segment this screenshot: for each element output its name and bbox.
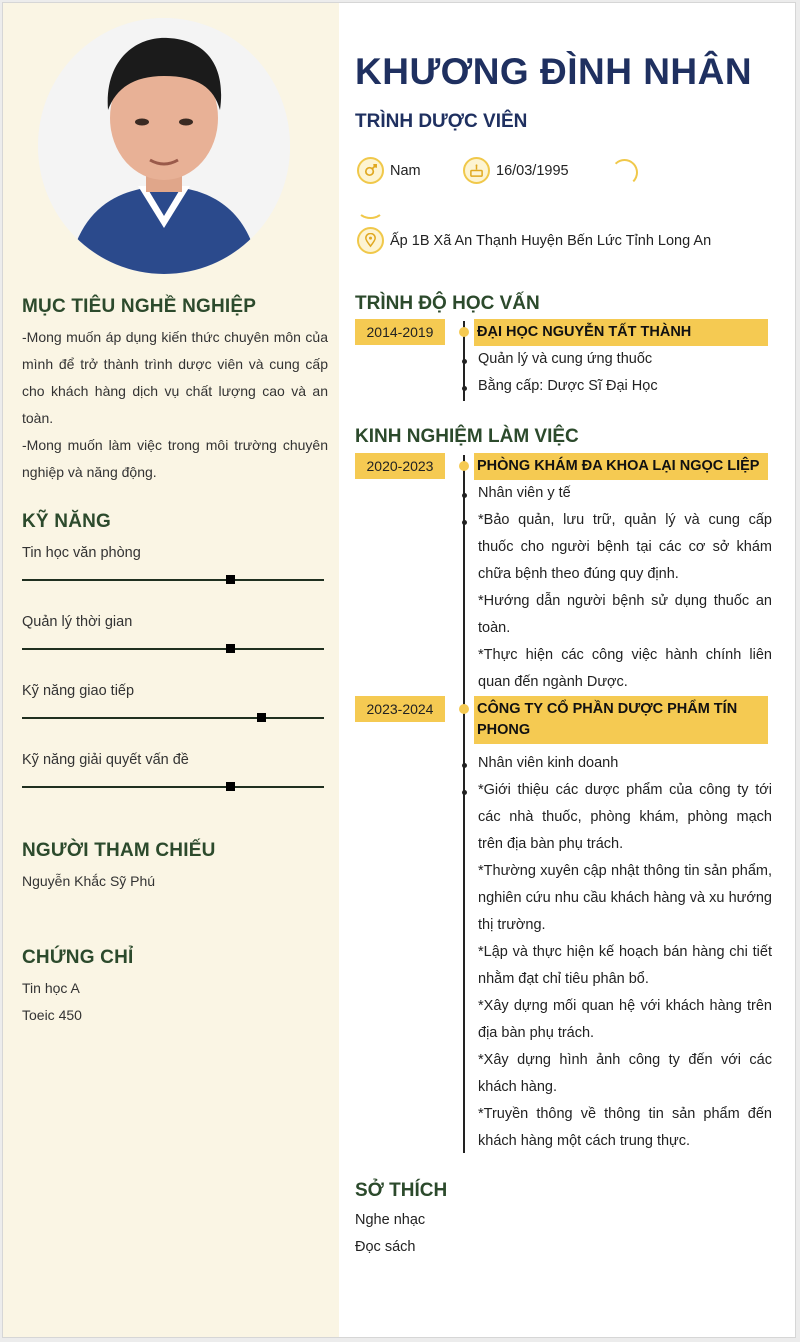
- skill-level-marker: [257, 713, 266, 722]
- skill-bar: [22, 786, 324, 788]
- skill-item: [22, 614, 324, 674]
- job-title: TRÌNH DƯỢC VIÊN: [355, 111, 528, 132]
- address-info: [357, 227, 711, 254]
- gender-info: [357, 157, 421, 184]
- skill-level-marker: [226, 644, 235, 653]
- experience-line: *Thường xuyên cập nhật thông tin sản phẩm, nghiên cứu nhu cầu khách hàng và xu hướng thị trường.: [478, 863, 772, 933]
- address-value: Ấp 1B Xã An Thạnh Huyện Bến Lức Tỉnh Long An: [390, 232, 712, 249]
- experience-timeline: [463, 455, 465, 1153]
- skill-bar: [22, 717, 324, 719]
- skill-item: [22, 683, 324, 743]
- experience-role: Nhân viên kinh doanh: [478, 755, 619, 771]
- skill-bar: [22, 648, 324, 650]
- education-line: Bằng cấp: Dược Sĩ Đại Học: [478, 378, 658, 394]
- experience-line: *Xây dựng hình ảnh công ty đến với các khách hàng.: [478, 1052, 772, 1095]
- skill-label: Kỹ năng giải quyết vấn đề: [22, 752, 189, 768]
- partial-ring-icon: [357, 199, 384, 219]
- hobbies-title: SỞ THÍCH: [355, 1180, 448, 1201]
- certificates-section: [22, 947, 328, 1029]
- experience-years: 2020-2023: [355, 453, 445, 479]
- references-title: NGƯỜI THAM CHIẾU: [22, 840, 216, 861]
- main-content: [339, 3, 795, 1337]
- timeline-bullet: [462, 520, 467, 525]
- hobby-item: Nghe nhạc: [355, 1212, 426, 1228]
- experience-title: KINH NGHIỆM LÀM VIỆC: [355, 426, 579, 447]
- timeline-bullet: [462, 386, 467, 391]
- cv-page: [2, 2, 796, 1338]
- skills-section: [22, 511, 328, 533]
- experience-line: *Hướng dẫn người bệnh sử dụng thuốc an toàn.: [478, 593, 772, 636]
- timeline-bullet: [462, 359, 467, 364]
- candidate-name: KHƯƠNG ĐÌNH NHÂN: [355, 51, 753, 92]
- location-icon: [357, 227, 384, 254]
- experience-line: *Thực hiện các công việc hành chính liên quan đến ngành Dược.: [478, 647, 772, 690]
- certificate-item: Tin học A: [22, 980, 80, 996]
- birthday-info: [463, 157, 569, 184]
- objective-paragraph: -Mong muốn áp dụng kiến thức chuyên môn của mình để trở thành trình dược viên và cung cấp cho khách hàng dịch vụ chất lượng cao và an toàn.: [22, 329, 328, 426]
- experience-org: PHÒNG KHÁM ĐA KHOA LẠI NGỌC LIỆP: [474, 453, 768, 480]
- skill-label: Tin học văn phòng: [22, 545, 141, 561]
- skill-label: Kỹ năng giao tiếp: [22, 683, 135, 699]
- references-section: [22, 840, 328, 895]
- experience-role: Nhân viên y tế: [478, 485, 571, 501]
- skills-title: KỸ NĂNG: [22, 511, 112, 532]
- timeline-bullet: [462, 790, 467, 795]
- reference-item: Nguyễn Khắc Sỹ Phú: [22, 873, 156, 889]
- experience-line: *Lập và thực hiện kế hoạch bán hàng chi tiết nhằm đạt chỉ tiêu phân bổ.: [478, 944, 772, 987]
- objective-paragraph: -Mong muốn làm việc trong môi trường chuyên nghiệp và năng động.: [22, 437, 328, 480]
- skill-item: [22, 545, 324, 605]
- skill-label: Quản lý thời gian: [22, 614, 133, 630]
- timeline-dot: [459, 704, 469, 714]
- skill-level-marker: [226, 575, 235, 584]
- education-line: Quản lý và cung ứng thuốc: [478, 351, 653, 367]
- skill-bar: [22, 579, 324, 581]
- objective-title: MỤC TIÊU NGHỀ NGHIỆP: [22, 296, 257, 317]
- education-org: ĐẠI HỌC NGUYỄN TẤT THÀNH: [474, 319, 768, 346]
- hobby-item: Đọc sách: [355, 1239, 416, 1255]
- experience-line: *Xây dựng mối quan hệ với khách hàng trên địa bàn phụ trách.: [478, 998, 772, 1041]
- experience-years: 2023-2024: [355, 696, 445, 722]
- cake-icon: [463, 157, 490, 184]
- objective-section: [22, 296, 328, 486]
- experience-line: *Bảo quản, lưu trữ, quản lý và cung cấp thuốc cho người bệnh tại các cơ sở khám chữa bệnh theo đúng quy định.: [478, 512, 772, 582]
- profile-photo: [38, 18, 290, 274]
- certificates-title: CHỨNG CHỈ: [22, 947, 134, 968]
- skill-level-marker: [226, 782, 235, 791]
- timeline-dot: [459, 327, 469, 337]
- gender-value: Nam: [390, 162, 421, 179]
- experience-org: CÔNG TY CỔ PHẦN DƯỢC PHẨM TÍN PHONG: [474, 696, 768, 744]
- birthday-value: 16/03/1995: [496, 162, 569, 179]
- education-title: TRÌNH ĐỘ HỌC VẤN: [355, 293, 540, 314]
- education-years: 2014-2019: [355, 319, 445, 345]
- timeline-bullet: [462, 763, 467, 768]
- skill-item: [22, 752, 324, 812]
- timeline-dot: [459, 461, 469, 471]
- certificate-item: Toeic 450: [22, 1007, 82, 1023]
- experience-line: *Truyền thông về thông tin sản phẩm đến khách hàng một cách trung thực.: [478, 1106, 772, 1149]
- loading-ring-icon: [611, 159, 638, 186]
- gender-icon: [357, 157, 384, 184]
- timeline-bullet: [462, 493, 467, 498]
- experience-line: *Giới thiệu các dược phẩm của công ty tới các nhà thuốc, phòng khám, phòng mạch trên địa bàn phụ trách.: [478, 782, 772, 852]
- sidebar: [3, 3, 339, 1337]
